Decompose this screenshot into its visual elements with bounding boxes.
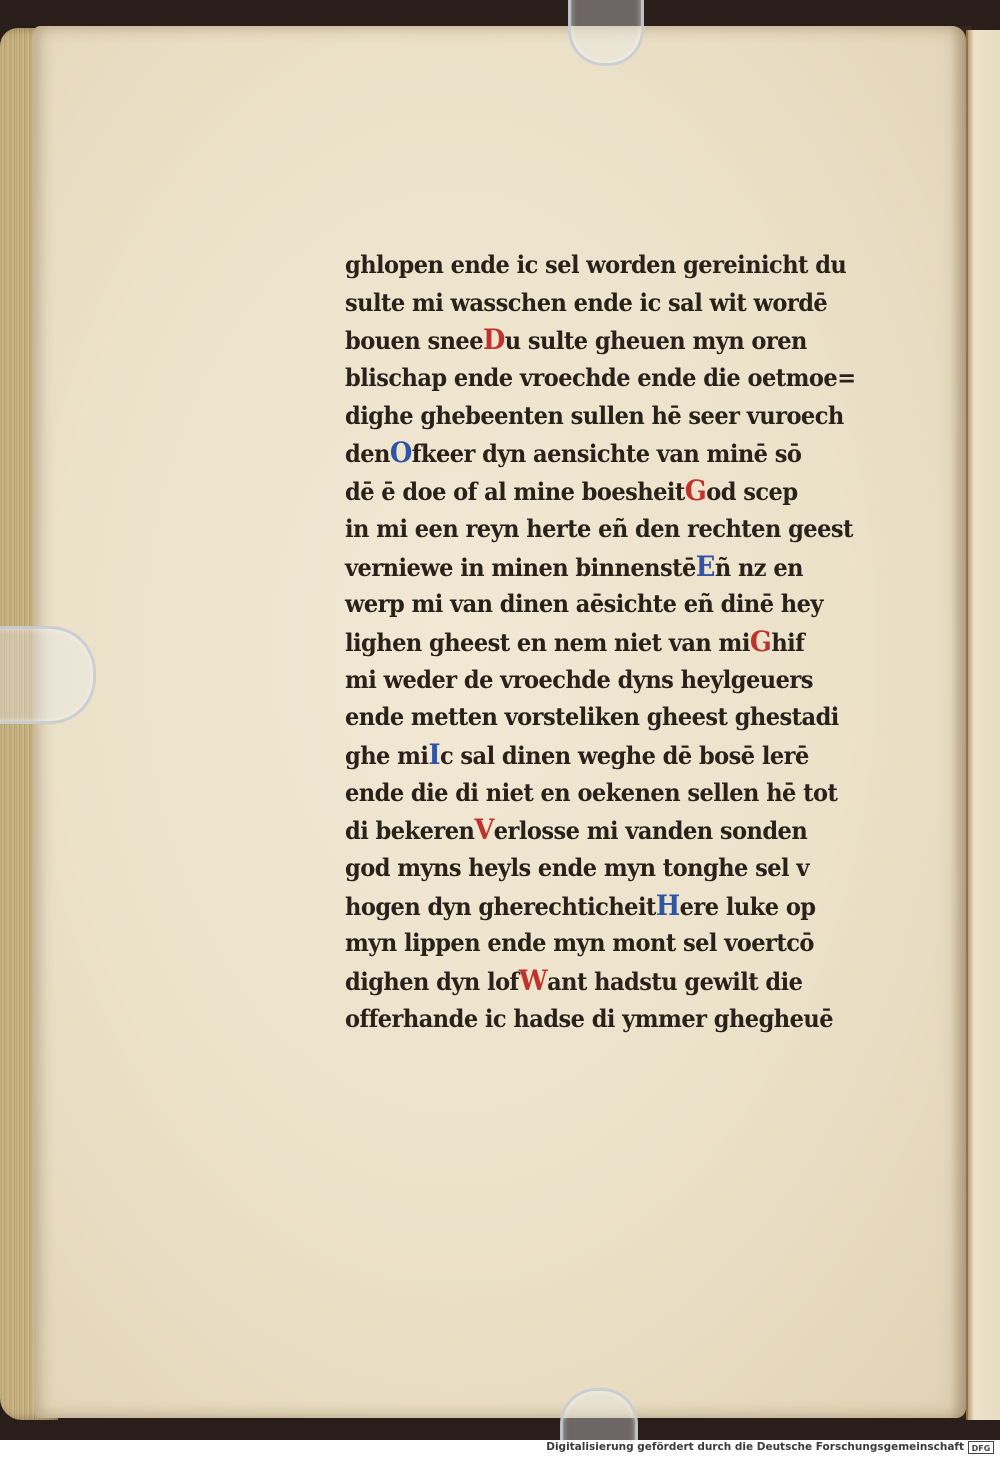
rubricated-initial: E xyxy=(695,549,715,583)
line-text: mi weder de vroechde dyns heylgeuers xyxy=(345,664,813,694)
text-line xyxy=(345,774,842,812)
line-text: offerhande ic hadse di ymmer ghegheuē xyxy=(345,1003,834,1033)
rubricated-initial: W xyxy=(518,964,548,998)
text-line xyxy=(345,849,842,887)
line-text: ñ nz en xyxy=(714,552,803,582)
text-line xyxy=(345,962,842,1000)
text-line xyxy=(345,548,842,586)
text-line xyxy=(345,359,856,397)
text-line xyxy=(345,623,842,661)
rubricated-initial: D xyxy=(483,323,505,357)
top-clip xyxy=(568,0,644,66)
rubricated-initial: H xyxy=(655,888,680,922)
text-line xyxy=(345,924,842,962)
text-line xyxy=(345,585,842,623)
text-line xyxy=(345,811,842,849)
line-text: sulte mi wasschen ende ic sal wit wordē xyxy=(345,287,828,317)
line-text: bouen snee xyxy=(345,326,483,356)
text-line xyxy=(345,661,842,699)
line-text: od scep xyxy=(706,477,798,507)
dfg-logo: DFG xyxy=(968,1441,994,1454)
rubricated-initial: G xyxy=(749,624,772,658)
rubricated-initial: V xyxy=(474,813,494,847)
line-text: ghe mi xyxy=(345,740,429,770)
line-text: blischap ende vroechde ende die oetmoe= xyxy=(345,363,856,393)
line-text: verniewe in minen binnenstē xyxy=(345,552,696,582)
line-text: lighen gheest en nem niet van mi xyxy=(345,627,750,657)
text-line xyxy=(345,246,847,284)
line-text: den xyxy=(345,439,390,469)
text-line xyxy=(345,510,853,548)
rubricated-initial: O xyxy=(389,436,412,470)
text-line xyxy=(345,434,842,472)
line-text: ende metten vorsteliken gheest ghestadi xyxy=(345,702,839,732)
left-clip xyxy=(0,626,96,724)
text-line xyxy=(345,321,842,359)
line-text: myn lippen ende myn mont sel voertcō xyxy=(345,928,814,958)
funding-credit: Digitalisierung gefördert durch die Deutsche Forschungsgemeinschaft xyxy=(546,1441,964,1453)
text-line xyxy=(345,284,842,322)
rubricated-initial: G xyxy=(684,474,707,508)
line-text: werp mi van dinen aēsichte eñ dinē hey xyxy=(345,589,823,619)
line-text: dighen dyn lof xyxy=(345,967,519,997)
line-text: ant hadstu gewilt die xyxy=(547,967,803,997)
line-text: hif xyxy=(771,627,805,657)
blackletter-text-block xyxy=(345,246,885,1037)
line-text: ghlopen ende ic sel worden gereinicht du xyxy=(345,250,847,279)
line-text: erlosse mi vanden sonden xyxy=(493,816,808,846)
text-line xyxy=(345,1000,842,1038)
line-text: u sulte gheuen myn oren xyxy=(504,326,807,356)
footer-bar xyxy=(0,1440,1000,1457)
line-text: dē ē doe of al mine boesheit xyxy=(345,477,685,507)
line-text: hogen dyn gherechticheit xyxy=(345,891,656,921)
text-line xyxy=(345,472,842,510)
line-text: c sal dinen weghe dē bosē lerē xyxy=(439,740,809,770)
facing-page-edge xyxy=(966,30,1000,1420)
text-line xyxy=(345,698,842,736)
line-text: fkeer dyn aensichte van minē sō xyxy=(411,439,802,469)
line-text: in mi een reyn herte eñ den rechten geest xyxy=(345,513,853,543)
line-text: di bekeren xyxy=(345,816,475,846)
line-text: god myns heyls ende myn tonghe sel v xyxy=(345,853,809,882)
text-line xyxy=(345,887,842,925)
line-text: ere luke op xyxy=(679,891,816,921)
rubricated-initial: I xyxy=(428,737,440,771)
line-text: ende die di niet en oekenen sellen hē tot xyxy=(345,777,838,807)
text-line xyxy=(345,736,842,774)
line-text: dighe ghebeenten sullen hē seer vuroech xyxy=(345,400,844,430)
text-line xyxy=(345,397,842,435)
